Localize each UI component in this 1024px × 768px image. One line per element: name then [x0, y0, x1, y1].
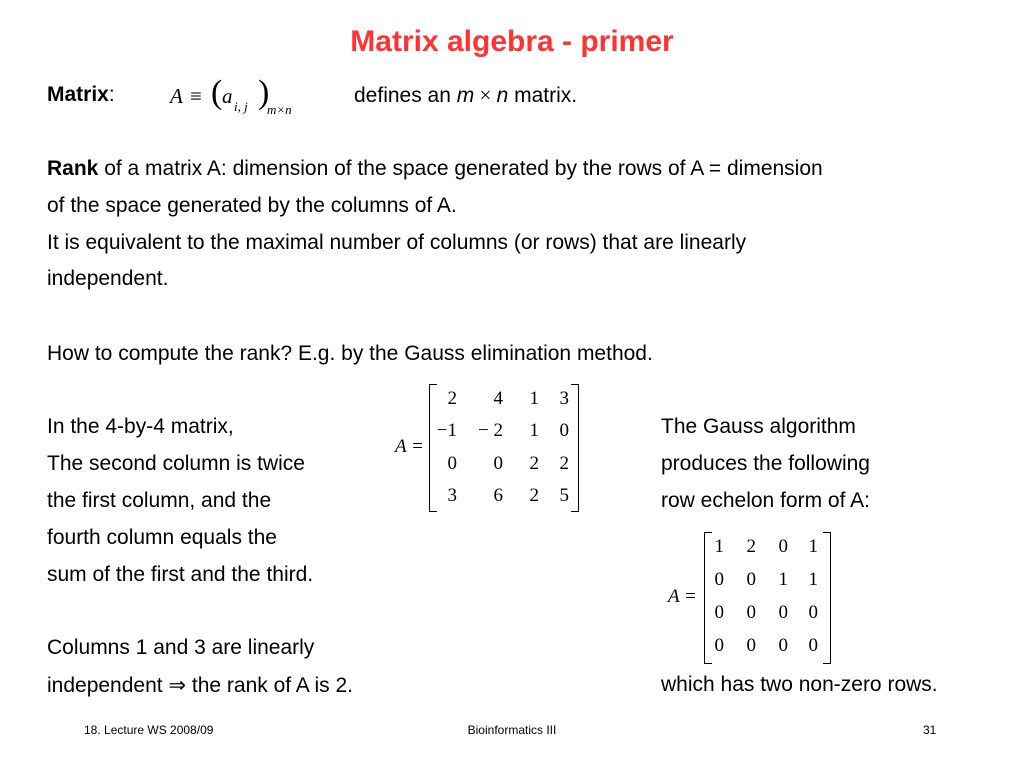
matrix-cell: 0 [778, 536, 788, 557]
formula-equiv: ≡ [190, 84, 202, 108]
matrix-cell: 1 [808, 569, 818, 590]
matrix-cell: 1 [714, 536, 724, 557]
final-text: which has two non-zero rows. [661, 673, 938, 696]
matrix-row-echelon [668, 532, 838, 664]
rank-label: Rank [47, 157, 99, 180]
matrix-cell: 0 [808, 602, 818, 623]
matrix-cell: 2 [559, 453, 569, 474]
matrix-cell: 2 [529, 485, 539, 506]
footer-lecture: 18. Lecture WS 2008/09 [84, 723, 214, 737]
matrix-cell: 1 [529, 420, 539, 441]
footer-page-number: 31 [923, 723, 937, 737]
matrix-cell: 0 [746, 569, 756, 590]
matrix-cell: 1 [808, 536, 818, 557]
rank-line-1: Rank of a matrix A: dimension of the space generated by the rows of A = dimension [47, 157, 823, 180]
matrix-row-echelon-lhs: A = [668, 586, 697, 607]
left-text-line: sum of the first and the third. [47, 563, 314, 586]
matrix-right-bracket [823, 532, 831, 664]
matrix-cell: − 2 [478, 420, 503, 441]
matrix-cell: 4 [493, 388, 503, 409]
matrix-cell: 0 [714, 635, 724, 656]
matrix-cell: 6 [493, 485, 503, 506]
right-text-line: produces the following [661, 452, 870, 475]
left-text-line: In the 4-by-4 matrix, [47, 415, 234, 438]
formula-close-paren: ) [258, 74, 270, 111]
matrix-cell: 0 [778, 602, 788, 623]
left-text-line: fourth column equals the [47, 526, 277, 549]
right-text-line: row echelon form of A: [661, 489, 870, 512]
rank-line-3: It is equivalent to the maximal number of columns (or rows) that are linearly [47, 231, 747, 254]
matrix-label: Matrix: [47, 83, 115, 106]
matrix-cell: 2 [447, 388, 457, 409]
rank-line-4: independent. [47, 267, 169, 290]
implies-arrow: ⇒ [168, 673, 187, 697]
matrix-cell: 0 [746, 602, 756, 623]
formula-element: a [222, 84, 233, 108]
matrix-cell: 0 [493, 453, 503, 474]
matrix-cell: 0 [447, 453, 457, 474]
matrix-cell: 0 [714, 602, 724, 623]
slide-title: Matrix algebra - primer [350, 25, 674, 58]
matrix-original-lhs: A = [395, 436, 424, 457]
matrix-cell: 5 [559, 485, 569, 506]
conclusion-line-2: independent ⇒ the rank of A is 2. [47, 673, 353, 697]
formula-lhs: A [170, 84, 183, 108]
left-text-line: the first column, and the [47, 489, 272, 512]
formula-open-paren: ( [211, 74, 223, 111]
matrix-right-bracket [571, 384, 579, 512]
matrix-cell: 3 [559, 388, 569, 409]
defines-text: defines an m × n matrix. [354, 83, 578, 107]
matrix-cell: 0 [746, 635, 756, 656]
matrix-cell: 0 [808, 635, 818, 656]
rank-question: How to compute the rank? E.g. by the Gauss elimination method. [47, 342, 653, 365]
left-text-line: The second column is twice [47, 452, 305, 475]
matrix-cell: 1 [529, 388, 539, 409]
matrix-original [395, 384, 585, 512]
footer-course: Bioinformatics III [467, 723, 557, 737]
formula-subscript: i, j [234, 99, 248, 114]
formula-dims: m×n [267, 102, 292, 117]
rank-line-2: of the space generated by the columns of A. [47, 194, 457, 217]
matrix-cell: 1 [778, 569, 788, 590]
matrix-cell: 3 [447, 485, 457, 506]
matrix-cell: 2 [529, 453, 539, 474]
matrix-definition-formula [170, 72, 310, 118]
matrix-cell: −1 [436, 420, 457, 441]
matrix-cell: 0 [714, 569, 724, 590]
matrix-cell: 0 [778, 635, 788, 656]
matrix-cell: 2 [746, 536, 756, 557]
right-text-line: The Gauss algorithm [661, 415, 856, 438]
matrix-cell: 0 [559, 420, 569, 441]
conclusion-line-1: Columns 1 and 3 are linearly [47, 636, 315, 659]
